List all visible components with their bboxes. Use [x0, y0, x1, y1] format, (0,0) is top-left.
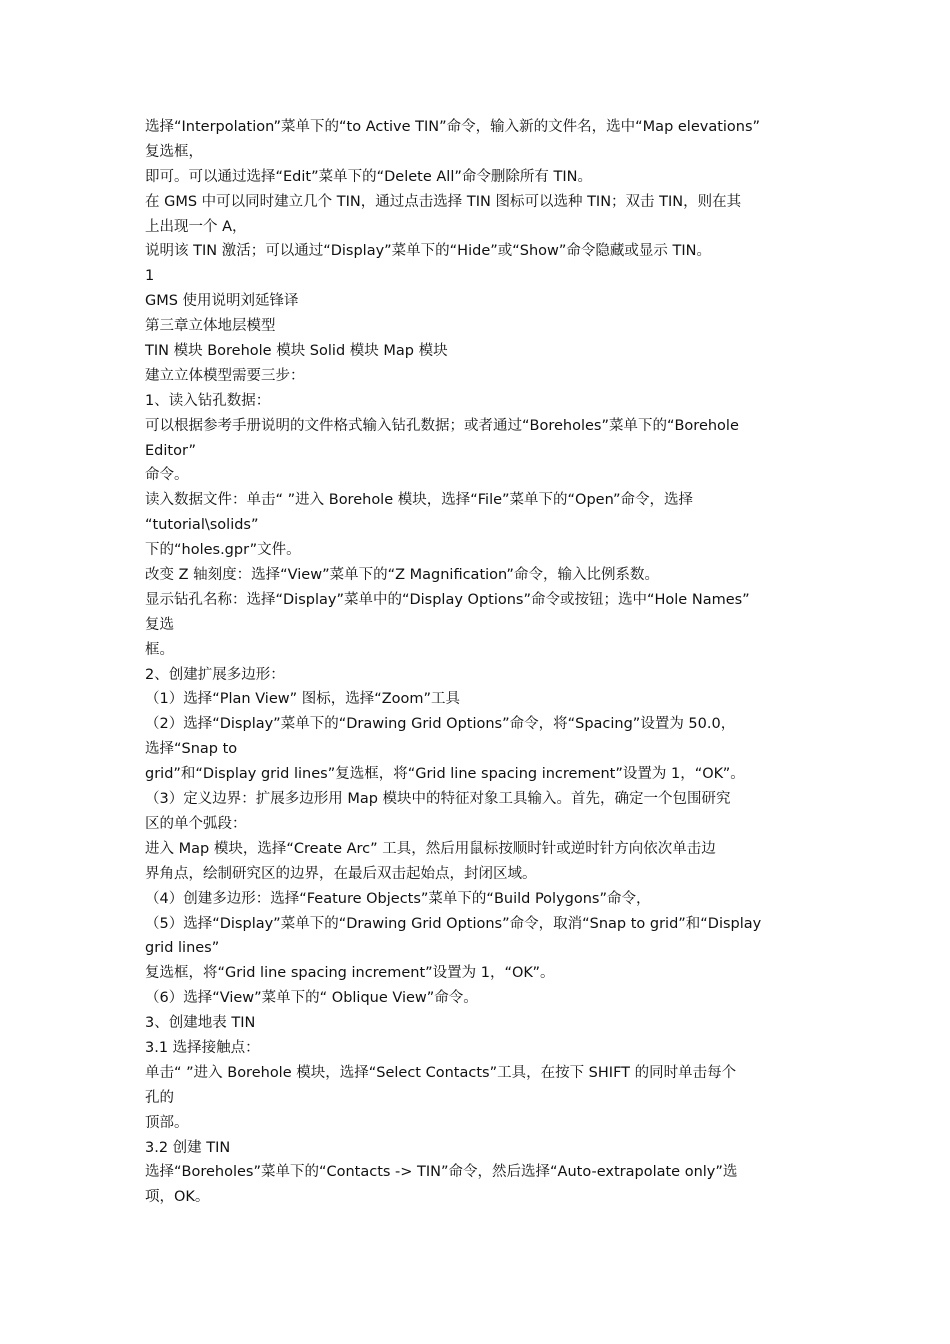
text-line: 选择“Snap to — [145, 741, 238, 758]
text-line: 界角点，绘制研究区的边界，在最后双击起始点，封闭区域。 — [145, 865, 537, 882]
text-line: （6）选择“View”菜单下的“ Oblique View”命令。 — [145, 990, 478, 1007]
text-line: 说明该 TIN 激活；可以通过“Display”菜单下的“Hide”或“Show”命令隐藏或显示 TIN。 — [145, 243, 711, 260]
document-page — [145, 115, 810, 1210]
text-line: 复选 — [145, 616, 174, 633]
text-line: （3）定义边界：扩展多边形用 Map 模块中的特征对象工具输入。首先，确定一个包围研究 — [145, 791, 731, 808]
chapter-heading: 第三章立体地层模型 — [145, 318, 276, 335]
text-line: TIN 模块 Borehole 模块 Solid 模块 Map 模块 — [145, 343, 448, 360]
text-line: grid lines” — [145, 940, 220, 957]
subsection-heading: 3.2 创建 TIN — [145, 1139, 231, 1156]
document-title: GMS 使用说明刘延锋译 — [145, 293, 299, 310]
text-line: （4）创建多边形：选择“Feature Objects”菜单下的“Build Polygons”命令， — [145, 890, 651, 907]
section-heading: 2、创建扩展多边形： — [145, 666, 285, 683]
text-line: （2）选择“Display”菜单下的“Drawing Grid Options”命令，将“Spacing”设置为 50.0， — [145, 716, 736, 733]
text-line: 孔的 — [145, 1089, 174, 1106]
text-line: 建立立体模型需要三步： — [145, 367, 305, 384]
text-line: 选择“Interpolation”菜单下的“to Active TIN”命令，输入新的文件名，选中“Map elevations” — [145, 119, 761, 135]
text-line: grid”和“Display grid lines”复选框，将“Grid line spacing increment”设置为 1，“OK”。 — [145, 766, 745, 783]
text-line: 上出现一个 A， — [145, 218, 247, 235]
text-line: 复选框， — [145, 143, 203, 160]
text-line: Editor” — [145, 442, 197, 459]
text-line: 改变 Z 轴刻度：选择“View”菜单下的“Z Magnification”命令，输入比例系数。 — [145, 567, 659, 584]
text-line: 下的“holes.gpr”文件。 — [145, 542, 301, 559]
text-line: 框。 — [145, 641, 174, 658]
section-heading: 3、创建地表 TIN — [145, 1015, 256, 1032]
text-line: （1）选择“Plan View” 图标，选择“Zoom”工具 — [145, 691, 461, 708]
text-line: 显示钻孔名称：选择“Display”菜单中的“Display Options”命令或按钮；选中“Hole Names” — [145, 591, 750, 608]
subsection-heading: 3.1 选择接触点： — [145, 1039, 260, 1056]
section-heading: 1、读入钻孔数据： — [145, 392, 271, 409]
text-line: “tutorial\solids” — [145, 517, 259, 534]
text-line: 在 GMS 中可以同时建立几个 TIN，通过点击选择 TIN 图标可以选种 TIN；双击 TIN，则在其 — [145, 193, 742, 210]
text-line: 项，OK。 — [145, 1189, 210, 1206]
page-number: 1 — [145, 268, 155, 285]
text-line: 可以根据参考手册说明的文件格式输入钻孔数据；或者通过“Boreholes”菜单下的“Borehole — [145, 417, 739, 434]
text-line: 进入 Map 模块，选择“Create Arc” 工具，然后用鼠标按顺时针或逆时针方向依次单击边 — [145, 840, 716, 857]
text-line: 顶部。 — [145, 1114, 189, 1131]
text-line: 单击“ ”进入 Borehole 模块，选择“Select Contacts”工具，在按下 SHIFT 的同时单击每个 — [145, 1064, 737, 1081]
text-line: 即可。可以通过选择“Edit”菜单下的“Delete All”命令删除所有 TIN。 — [145, 168, 592, 185]
text-line: 选择“Boreholes”菜单下的“Contacts -> TIN”命令，然后选择“Auto-extrapolate only”选 — [145, 1164, 738, 1181]
text-line: （5）选择“Display”菜单下的“Drawing Grid Options”命令，取消“Snap to grid”和“Display — [145, 915, 762, 932]
text-line: 读入数据文件：单击“ ”进入 Borehole 模块，选择“File”菜单下的“Open”命令，选择 — [145, 492, 693, 509]
text-line: 命令。 — [145, 467, 189, 484]
text-line: 复选框，将“Grid line spacing increment”设置为 1，“OK”。 — [145, 965, 555, 982]
text-line: 区的单个弧段： — [145, 815, 247, 832]
